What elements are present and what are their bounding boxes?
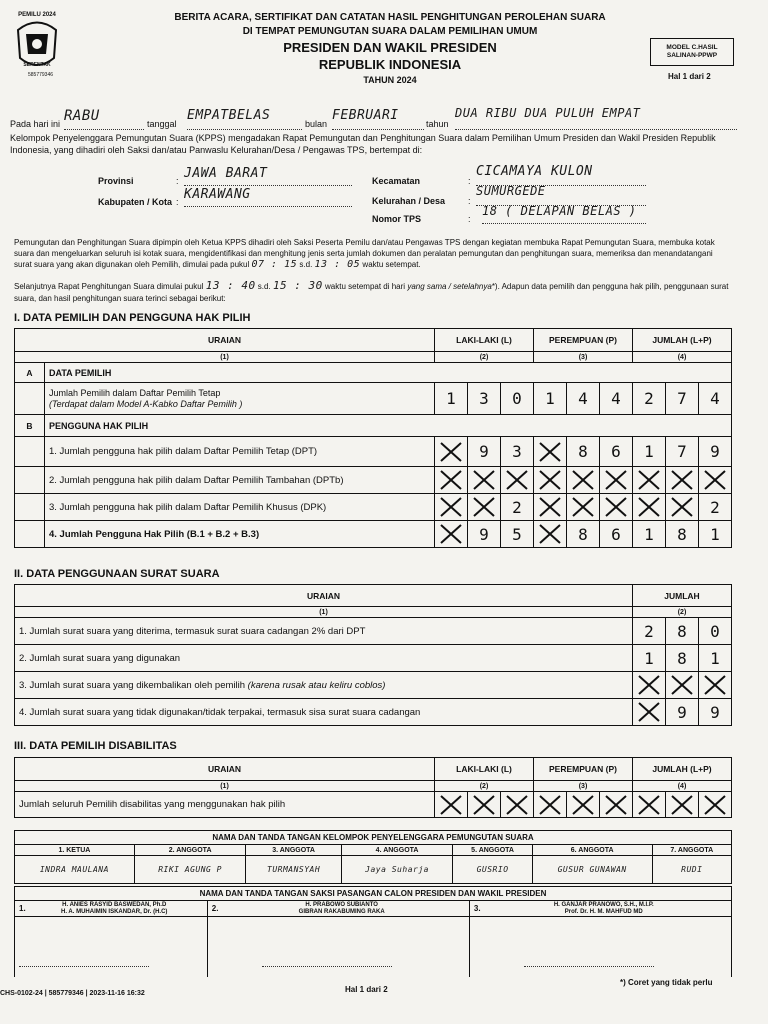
value-box: 1 xyxy=(633,437,666,467)
saksi-sig-2 xyxy=(207,917,469,977)
p1-time-start: 07 : 15 xyxy=(251,259,298,270)
s1-a-cell: 7 xyxy=(666,383,699,415)
row-spacer xyxy=(15,437,45,467)
cross-mark-icon xyxy=(567,792,600,818)
tanggal-value: EMPATBELAS xyxy=(187,108,302,130)
kpps-signature: RIKI AGUNG P xyxy=(134,856,246,884)
cross-mark-icon xyxy=(633,792,666,818)
saksi-num: 1. xyxy=(19,903,26,913)
saksi-name1: H. GANJAR PRANOWO, S.H., M.I.P. xyxy=(553,901,654,908)
logo-serial: 585779346 xyxy=(28,72,54,78)
value-box: 2 xyxy=(501,494,534,521)
value-box: 9 xyxy=(666,699,699,726)
row-label: 3. Jumlah pengguna hak pilih dalam Daftar Pemilih Khusus (DPK) xyxy=(45,494,435,521)
s1-n3: (3) xyxy=(534,352,633,363)
value-box: 2 xyxy=(633,618,666,645)
saksi-name1: H. PRABOWO SUBIANTO xyxy=(305,901,378,908)
cross-mark-icon xyxy=(666,467,699,494)
cross-mark-icon xyxy=(435,521,468,548)
tahun-label: tahun xyxy=(426,119,449,129)
s1-a-cell: 2 xyxy=(633,383,666,415)
value-box: 2 xyxy=(699,494,732,521)
value-box: 8 xyxy=(666,645,699,672)
kelurahan-label: Kelurahan / Desa xyxy=(372,196,446,206)
cross-mark-icon xyxy=(633,699,666,726)
cross-mark-icon xyxy=(666,792,699,818)
s1-b-title: PENGGUNA HAK PILIH xyxy=(45,415,732,437)
saksi-heads xyxy=(15,901,732,917)
value-box: 3 xyxy=(501,437,534,467)
row-label xyxy=(15,645,633,672)
value-box: 0 xyxy=(699,618,732,645)
row-spacer xyxy=(15,494,45,521)
provinsi-value: JAWA BARAT xyxy=(184,166,352,186)
kelurahan-value: SUMURGEDE xyxy=(476,184,646,206)
s1-a-cell: 4 xyxy=(567,383,600,415)
s1-a-cell: 4 xyxy=(699,383,732,415)
cross-mark-icon xyxy=(567,467,600,494)
bulan-label: bulan xyxy=(305,119,328,129)
row-label-text: 2. Jumlah surat suara yang digunakan xyxy=(19,652,181,664)
cross-mark-icon xyxy=(699,467,732,494)
s1-col-l: LAKI-LAKI (L) xyxy=(435,329,534,352)
kpps-signature-table xyxy=(14,830,732,884)
footer-note: *) Coret yang tidak perlu xyxy=(620,978,713,987)
cross-mark-icon xyxy=(699,792,732,818)
provinsi-colon: : xyxy=(176,176,179,186)
s2-col-j: JUMLAH xyxy=(633,585,732,607)
value-box: 1 xyxy=(699,521,732,548)
body-p1-text: Pemungutan dan Penghitungan Suara dipimpin oleh Ketua KPPS dihadiri oleh Saksi Peserta Pemilu dan/atau Pengawas TPS dengan kegiatan membuka Rapat Pemungutan Suara, membuka kotak suara dan mengeluarkan seluruh isi kotak suara, mengidentifikasi dan menghitung jenis serta jumlah dokumen dan peralatan pemungutan dan penghitungan suara, memeriksa dan menandatangani surat suara yang akan digunakan oleh Pemilih, dimulai pada pukul xyxy=(14,238,715,269)
cross-mark-icon xyxy=(600,792,633,818)
cross-mark-icon xyxy=(468,494,501,521)
cross-mark-icon xyxy=(666,494,699,521)
value-box: 6 xyxy=(600,521,633,548)
pada-hari-label: Pada hari ini xyxy=(10,119,61,129)
p1-end: waktu setempat. xyxy=(362,260,421,269)
saksi-head xyxy=(469,901,731,917)
row-label-text: 1. Jumlah surat suara yang diterima, termasuk surat suara cadangan 2% dari DPT xyxy=(19,625,366,637)
value-box: 1 xyxy=(699,645,732,672)
value-box: 1 xyxy=(633,521,666,548)
kpps-signature: GUSUR GUNAWAN xyxy=(532,856,652,884)
saksi-name2: H. A. MUHAIMIN ISKANDAR, Dr. (H.C) xyxy=(60,908,168,915)
saksi-num: 3. xyxy=(473,903,481,913)
kpps-role: 4. ANGGOTA xyxy=(341,845,453,856)
row-label: 1. Jumlah pengguna hak pilih dalam Daftar Pemilih Tetap (DPT) xyxy=(45,437,435,467)
value-box: 8 xyxy=(567,437,600,467)
s1-a-cell: 1 xyxy=(435,383,468,415)
cross-mark-icon xyxy=(666,672,699,699)
logo-top-text: PEMILU 2024 xyxy=(18,12,56,18)
kpps-role: 5. ANGGOTA xyxy=(453,845,532,856)
p2-time-start: 13 : 40 xyxy=(205,279,256,292)
p2-sd: s.d. xyxy=(257,282,271,291)
s2-n2: (2) xyxy=(633,607,732,618)
kpps-roles xyxy=(15,845,732,856)
kecamatan-colon: : xyxy=(468,176,471,186)
row-label-text: 3. Jumlah surat suara yang dikembalikan oleh pemilih xyxy=(19,679,246,691)
value-box: 9 xyxy=(468,521,501,548)
s1-a-row xyxy=(15,383,732,415)
model-line1: MODEL C.HASIL xyxy=(666,44,718,51)
value-box: 6 xyxy=(600,437,633,467)
s3-col-l: LAKI-LAKI (L) xyxy=(435,758,534,781)
cross-mark-icon xyxy=(501,467,534,494)
value-box: 8 xyxy=(666,618,699,645)
table-row xyxy=(15,437,732,467)
s3-n4: (4) xyxy=(633,781,732,792)
table-row xyxy=(15,672,732,699)
kabupaten-value: KARAWANG xyxy=(184,187,352,207)
section1-title: I. DATA PEMILIH DAN PENGGUNA HAK PILIH xyxy=(14,312,251,324)
value-box: 8 xyxy=(666,521,699,548)
cross-mark-icon xyxy=(435,467,468,494)
cross-mark-icon xyxy=(534,467,567,494)
row-label: 4. Jumlah Pengguna Hak Pilih (B.1 + B.2 + B.3) xyxy=(45,521,435,548)
kpps-signature: GUSRIO xyxy=(453,856,532,884)
s1-b-rows xyxy=(15,437,732,548)
s1-a-cell: 3 xyxy=(468,383,501,415)
section2-table xyxy=(14,584,732,726)
section3-title: III. DATA PEMILIH DISABILITAS xyxy=(14,740,177,752)
row-label: 2. Jumlah pengguna hak pilih dalam Daftar Pemilih Tambahan (DPTb) xyxy=(45,467,435,494)
cross-mark-icon xyxy=(567,494,600,521)
cross-mark-icon xyxy=(435,792,468,818)
saksi-sig-1 xyxy=(15,917,208,977)
cross-mark-icon xyxy=(534,792,567,818)
kpu-logo xyxy=(8,10,66,80)
cross-mark-icon xyxy=(435,437,468,467)
row-label xyxy=(15,699,633,726)
saksi-name2: Prof. Dr. H. M. MAHFUD MD xyxy=(564,908,643,915)
s1-n2: (2) xyxy=(435,352,534,363)
kpps-role: 7. ANGGOTA xyxy=(652,845,731,856)
section3-table xyxy=(14,757,732,818)
row-spacer xyxy=(15,467,45,494)
model-box xyxy=(650,38,734,66)
kelurahan-colon: : xyxy=(468,196,471,206)
s1-col-j: JUMLAH (L+P) xyxy=(633,329,732,352)
kpps-role: 2. ANGGOTA xyxy=(134,845,246,856)
tahun-value: DUA RIBU DUA PULUH EMPAT xyxy=(455,106,737,130)
kpps-signature: Jaya Suharja xyxy=(341,856,453,884)
s2-col-uraian: URAIAN xyxy=(15,585,633,607)
value-box: 9 xyxy=(468,437,501,467)
tps-colon: : xyxy=(468,214,471,224)
s2-n1: (1) xyxy=(15,607,633,618)
bulan-value: FEBRUARI xyxy=(332,108,424,130)
saksi-head xyxy=(207,901,469,917)
kpps-signature: TURMANSYAH xyxy=(246,856,341,884)
saksi-num: 2. xyxy=(211,903,219,913)
cross-mark-icon xyxy=(534,437,567,467)
s3-n1: (1) xyxy=(15,781,435,792)
section2-title: II. DATA PENGGUNAAN SURAT SUARA xyxy=(14,568,220,580)
p2-end: *). Adapun data pemilih dan pengguna hak pilih, penggunaan surat suara, dan hasil penghitungan suara terinci sebagai berikut: xyxy=(14,282,729,303)
kpps-names xyxy=(15,856,732,884)
kabupaten-colon: : xyxy=(176,197,179,207)
tps-value: 18 ( DELAPAN BELAS ) xyxy=(482,204,646,224)
table-row xyxy=(15,645,732,672)
saksi-head xyxy=(15,901,208,917)
cross-mark-icon xyxy=(501,792,534,818)
s2-rows xyxy=(15,618,732,726)
body-paragraph-1 xyxy=(14,237,732,270)
s1-col-uraian: URAIAN xyxy=(15,329,435,352)
kpps-role: 1. KETUA xyxy=(15,845,135,856)
s1-a-title: DATA PEMILIH xyxy=(45,363,732,383)
s1-a-cell: 1 xyxy=(534,383,567,415)
s1-a-cell: 4 xyxy=(600,383,633,415)
tanggal-label: tanggal xyxy=(147,119,177,129)
p1-sd: s.d. xyxy=(299,260,313,269)
header-line4: REPUBLIK INDONESIA xyxy=(318,57,462,72)
row-label-italic: (karena rusak atau keliru coblos) xyxy=(247,679,386,691)
value-box: 5 xyxy=(501,521,534,548)
cross-mark-icon xyxy=(534,494,567,521)
header-page: Hal 1 dari 2 xyxy=(668,72,711,81)
s1-n4: (4) xyxy=(633,352,732,363)
row-label xyxy=(15,618,633,645)
kpps-role: 6. ANGGOTA xyxy=(532,845,652,856)
hari-value: RABU xyxy=(64,108,144,130)
table-row xyxy=(15,521,732,548)
header-line5: TAHUN 2024 xyxy=(363,75,417,85)
s1-a-cell: 0 xyxy=(501,383,534,415)
cross-mark-icon xyxy=(699,672,732,699)
p2-time-end: 15 : 30 xyxy=(272,279,323,292)
logo-bottom-text: SERENTAK xyxy=(23,62,51,68)
p2-mid: waktu setempat di hari xyxy=(325,282,406,291)
tps-label: Nomor TPS xyxy=(372,214,422,224)
kecamatan-label: Kecamatan xyxy=(372,176,421,186)
cross-mark-icon xyxy=(633,494,666,521)
p1-time-end: 13 : 05 xyxy=(314,259,361,270)
row-label xyxy=(15,672,633,699)
provinsi-label: Provinsi xyxy=(98,176,134,186)
model-line2: SALINAN-PPWP xyxy=(666,52,718,59)
cross-mark-icon xyxy=(600,494,633,521)
s1-a-row-text: Jumlah Pemilih dalam Daftar Pemilih Tetap xyxy=(49,387,221,398)
saksi-title: NAMA DAN TANDA TANGAN SAKSI PASANGAN CALON PRESIDEN DAN WAKIL PRESIDEN xyxy=(15,887,732,901)
s3-col-uraian: URAIAN xyxy=(15,758,435,781)
cross-mark-icon xyxy=(600,467,633,494)
value-box: 7 xyxy=(666,437,699,467)
cross-mark-icon xyxy=(435,494,468,521)
value-box: 8 xyxy=(567,521,600,548)
s1-col-p: PEREMPUAN (P) xyxy=(534,329,633,352)
header-line1: BERITA ACARA, SERTIFIKAT DAN CATATAN HASIL PENGHITUNGAN PEROLEHAN SUARA xyxy=(174,12,606,23)
row-spacer xyxy=(15,521,45,548)
footer-code: CHS-0102-24 | 585779346 | 2023-11-16 16:32 xyxy=(0,990,145,997)
s1-n1: (1) xyxy=(15,352,435,363)
s1-a-row-sub: (Terdapat dalam Model A-Kabko Daftar Pemilih ) xyxy=(49,398,243,409)
body-paragraph-2 xyxy=(14,280,732,305)
p2-start: Selanjutnya Rapat Penghitungan Suara dimulai pukul xyxy=(14,282,204,291)
s3-n3: (3) xyxy=(534,781,633,792)
saksi-name2: GIBRAN RAKABUMING RAKA xyxy=(298,908,385,915)
s3-col-j: JUMLAH (L+P) xyxy=(633,758,732,781)
table-row xyxy=(15,699,732,726)
value-box: 1 xyxy=(633,645,666,672)
saksi-signature-table xyxy=(14,886,732,977)
table-row xyxy=(15,467,732,494)
cross-mark-icon xyxy=(633,467,666,494)
table-row xyxy=(15,618,732,645)
cross-mark-icon xyxy=(468,792,501,818)
footer-page: Hal 1 dari 2 xyxy=(345,985,388,994)
section1-table xyxy=(14,328,732,548)
value-box: 9 xyxy=(699,437,732,467)
table-row xyxy=(15,494,732,521)
value-box: 9 xyxy=(699,699,732,726)
s1-b-letter: B xyxy=(15,415,45,437)
saksi-name1: H. ANIES RASYID BASWEDAN, Ph.D xyxy=(62,901,167,908)
header-line3: PRESIDEN DAN WAKIL PRESIDEN xyxy=(283,40,497,55)
s3-col-p: PEREMPUAN (P) xyxy=(534,758,633,781)
s3-n2: (2) xyxy=(435,781,534,792)
s1-a-letter: A xyxy=(15,363,45,383)
s3-row-label: Jumlah seluruh Pemilih disabilitas yang menggunakan hak pilih xyxy=(15,792,435,818)
cross-mark-icon xyxy=(468,467,501,494)
kpps-signature: RUDI xyxy=(652,856,731,884)
cross-mark-icon xyxy=(534,521,567,548)
kpps-title: NAMA DAN TANDA TANGAN KELOMPOK PENYELENGGARA PEMUNGUTAN SUARA xyxy=(15,831,732,845)
intro-paragraph: Kelompok Penyelenggara Pemungutan Suara (KPPS) mengadakan Rapat Pemungutan dan Penghitungan Suara dalam Pemilihan Umum Presiden dan Wakil Presiden Republik Indonesia, yang dihadiri oleh Saksi dan/atau Panwaslu Kelurahan/Desa / Pengawas TPS, bertempat di: xyxy=(10,133,716,155)
row-label-text: 4. Jumlah surat suara yang tidak digunakan/tidak terpakai, termasuk sisa surat suara cadangan xyxy=(19,706,421,718)
kecamatan-value: CICAMAYA KULON xyxy=(476,164,646,186)
cross-mark-icon xyxy=(633,672,666,699)
s3-row xyxy=(15,792,732,818)
kpps-role: 3. ANGGOTA xyxy=(246,845,341,856)
header-line2: DI TEMPAT PEMUNGUTAN SUARA DALAM PEMILIHAN UMUM xyxy=(242,26,538,37)
kpps-signature: INDRA MAULANA xyxy=(15,856,135,884)
p2-italic: yang sama / setelahnya xyxy=(407,282,492,291)
kabupaten-label: Kabupaten / Kota xyxy=(98,197,173,207)
saksi-sig-3 xyxy=(469,917,731,977)
